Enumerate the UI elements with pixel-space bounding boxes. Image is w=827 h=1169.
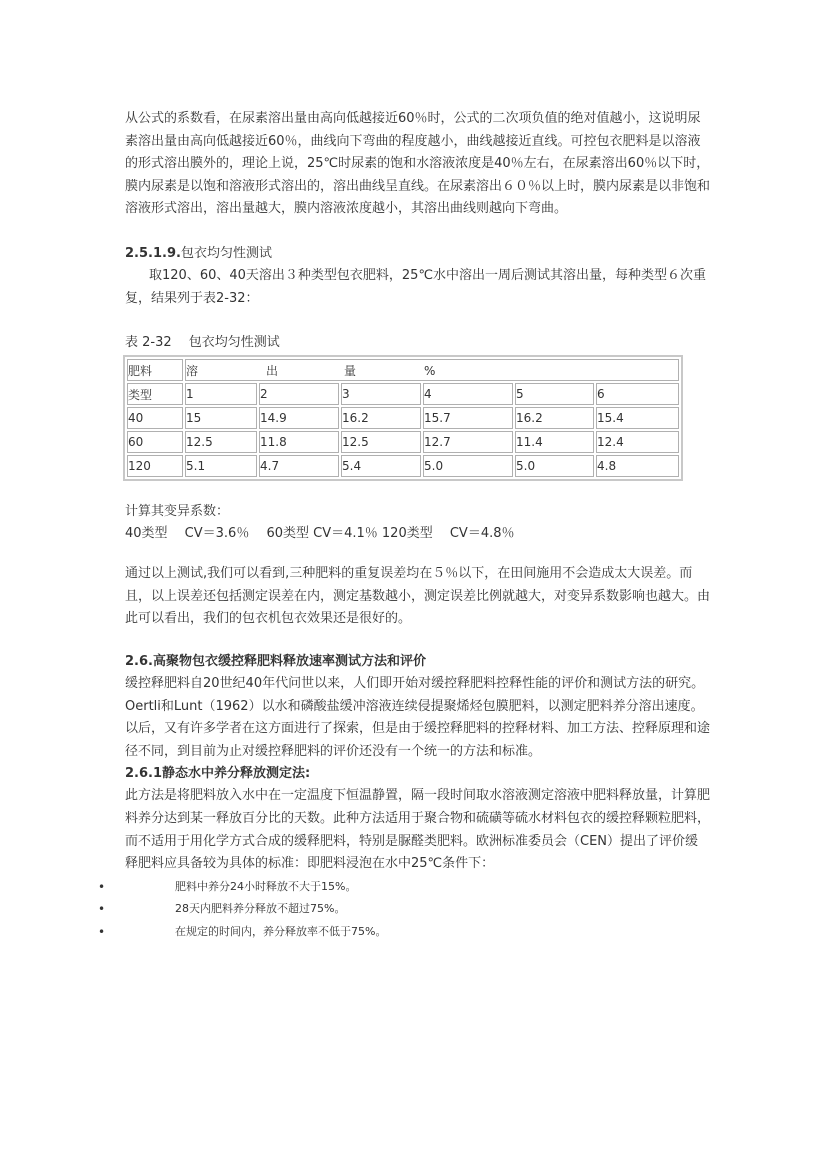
- list-item-text: 28天内肥料养分释放不超过75%。: [175, 902, 346, 916]
- table-cell: 5.4: [341, 455, 421, 477]
- table-cell: 2: [259, 383, 339, 405]
- section-2519-body: 取120、60、40天溶出３种类型包衣肥料，25℃水中溶出一周后测试其溶出量，每种类型６次重复，结果列于表2-32：: [125, 267, 707, 306]
- table-caption: 表 2-32 包衣均匀性测试: [125, 335, 280, 351]
- table-cell: 6: [596, 383, 679, 405]
- table-row: [127, 431, 679, 453]
- table-cell: 11.4: [515, 431, 594, 453]
- table-header-merged: [185, 359, 679, 381]
- table-cell: 5: [515, 383, 594, 405]
- criteria-list: [98, 876, 710, 944]
- bullet-icon: •: [98, 879, 106, 894]
- table-cell: 12.5: [341, 431, 421, 453]
- cv-label: 计算其变异系数：: [125, 504, 230, 520]
- table-cell: 4.8: [596, 455, 679, 477]
- table-cell: 16.2: [341, 407, 421, 429]
- table-cell: 12.5: [185, 431, 257, 453]
- table-cell: 12.4: [596, 431, 679, 453]
- table-cell: 40: [127, 407, 183, 429]
- table-cell: 60: [127, 431, 183, 453]
- table-cell: 类型: [127, 383, 183, 405]
- table-cell: 5.0: [515, 455, 594, 477]
- list-item-text: 在规定的时间内，养分释放率不低于75%。: [175, 924, 387, 938]
- table-header-cell: 量: [344, 363, 357, 378]
- table-cell: 120: [127, 455, 183, 477]
- section-26-body: 缓控释肥料自20世纪40年代问世以来，人们即开始对缓控释肥料控释性能的评价和测试方法的研究。Oertli和Lunt（1962）以水和磷酸盐缓冲溶液连续侵提聚烯烃包膜肥料，以测定肥料养分溶出速度。以后，又有许多学者在这方面进行了探索，但是由于缓控释肥料的控释材料、加工方法、控释原理和途径不同，到目前为止对缓控释肥料的评价还没有一个统一的方法和标准。: [125, 675, 711, 759]
- bullet-icon: •: [98, 924, 106, 939]
- section-number: 2.5.1.9.: [125, 245, 181, 261]
- table-cell: 4.7: [259, 455, 339, 477]
- table-cell: 12.7: [423, 431, 513, 453]
- cv-values: 40类型 CV＝3.6％ 60类型 CV＝4.1％ 120类型 CV＝4.8％: [125, 526, 515, 542]
- table-cell: 15.7: [423, 407, 513, 429]
- section-2519-heading: [125, 243, 710, 265]
- table-header-cell: %: [424, 363, 436, 378]
- list-item: [98, 898, 710, 921]
- table-cell: 15: [185, 407, 257, 429]
- list-item-text: 肥料中养分24小时释放不大于15%。: [175, 879, 357, 893]
- table-row: [127, 407, 679, 429]
- table-cell: 11.8: [259, 431, 339, 453]
- section-261-body: 此方法是将肥料放入水中在一定温度下恒温静置，隔一段时间取水溶液测定溶液中肥料释放量，计算肥料养分达到某一释放百分比的天数。此种方法适用于聚合物和硫磺等硫水材料包衣的缓控释颗粒肥料，而不适用于用化学方式合成的缓释肥料，特别是脲醛类肥料。欧洲标准委员会（CEN）提出了评价缓释肥料应具备较为具体的标准：即肥料浸泡在水中25℃条件下：: [125, 788, 711, 872]
- table-header-cell: 溶: [186, 363, 199, 378]
- table-cell: 3: [341, 383, 421, 405]
- table-cell: 16.2: [515, 407, 594, 429]
- table-cell: 14.9: [259, 407, 339, 429]
- list-item: [98, 876, 710, 899]
- coating-uniformity-table: [123, 355, 683, 481]
- section-261-heading: 2.6.1静态水中养分释放测定法:: [125, 766, 311, 782]
- bullet-icon: •: [98, 902, 106, 917]
- table-cell: 5.0: [423, 455, 513, 477]
- paragraph-urea-release: 从公式的系数看，在尿素溶出量由高向低越接近60％时，公式的二次项负值的绝对值越小，这说明尿素溶出量由高向低越接近60％，曲线向下弯曲的程度越小，曲线越接近直线。可控包衣肥料是以溶液的形式溶出膜外的，理论上说，25℃时尿素的饱和水溶液浓度是40％左右，在尿素溶出60％以下时，膜内尿素是以饱和溶液形式溶出的，溶出曲线呈直线。在尿素溶出６０％以上时，膜内尿素是以非饱和溶液形式溶出，溶出量越大，膜内溶液浓度越小，其溶出曲线则越向下弯曲。: [125, 111, 711, 217]
- table-col-header-row: [127, 383, 679, 405]
- table-cell: 1: [185, 383, 257, 405]
- table-cell: 5.1: [185, 455, 257, 477]
- table-cell: 4: [423, 383, 513, 405]
- table-row: [127, 455, 679, 477]
- table-header-cell: 肥料: [127, 359, 183, 381]
- table-header-row: [127, 359, 679, 381]
- section-26-heading: 2.6.高聚物包衣缓控释肥料释放速率测试方法和评价: [125, 653, 426, 669]
- section-title: 包衣均匀性测试: [180, 245, 272, 261]
- document-page: [98, 108, 711, 943]
- table-cell: 15.4: [596, 407, 679, 429]
- table-header-cell: 出: [266, 363, 279, 378]
- list-item: [98, 921, 710, 944]
- paragraph-test-result: 通过以上测试,我们可以看到,三种肥料的重复误差均在５％以下，在田间施用不会造成太大误差。而且，以上误差还包括测定误差在内，测定基数越小，测定误差比例就越大，对变异系数影响也越大。由此可以看出，我们的包衣机包衣效果还是很好的。: [125, 566, 711, 627]
